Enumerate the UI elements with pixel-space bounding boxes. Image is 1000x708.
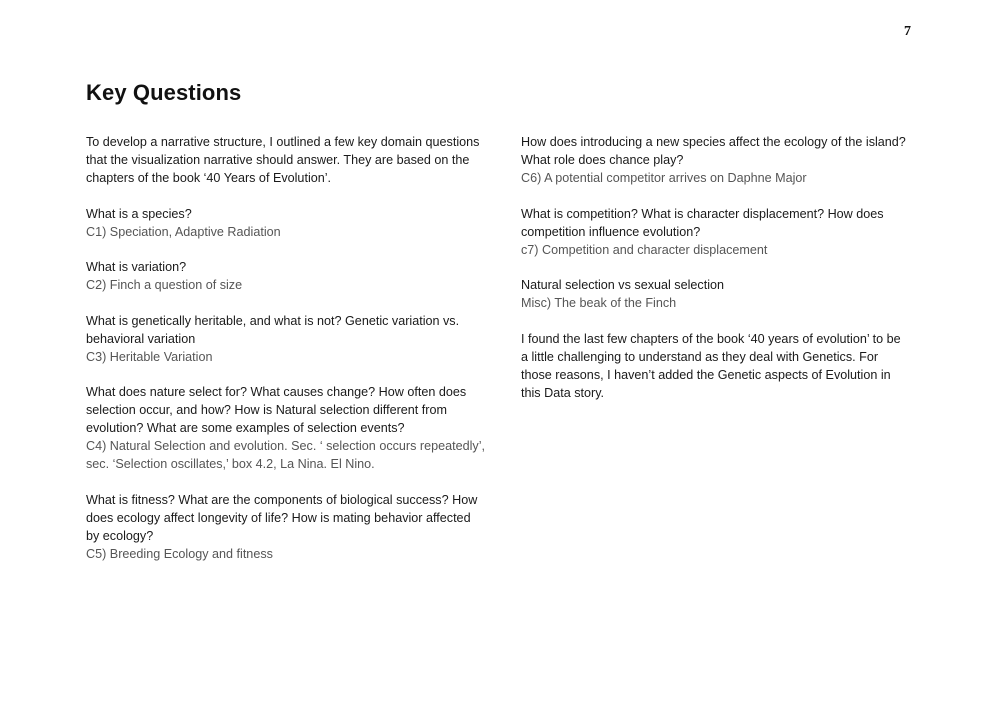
question-block-fitness (86, 491, 486, 563)
question-text: What is competition? What is character displacement? How does competition influence evolution? (521, 206, 884, 239)
right-column (521, 133, 911, 419)
page-title: Key Questions (86, 80, 242, 105)
question-text: What does nature select for? What causes change? How often does selection occur, and how? How is Natural selection different from evolution? What are some examples of selection events? (86, 385, 467, 435)
question-text: What is variation? (86, 260, 187, 274)
intro-paragraph: To develop a narrative structure, I outlined a few key domain questions that the visualization narrative should answer. They are based on the chapters of the book ‘40 Years of Evolution’. (86, 135, 480, 185)
closing-paragraph: I found the last few chapters of the book ‘40 years of evolution’ to be a little challenging to understand as they deal with Genetics. For those reasons, I haven’t added the Genetic aspects of Evolution in this Data story. (521, 331, 901, 400)
chapter-reference: C3) Heritable Variation (86, 349, 213, 364)
question-block-new-species (521, 133, 911, 187)
question-block-competition (521, 205, 911, 259)
question-block-heritability (86, 312, 486, 366)
chapter-reference: C1) Speciation, Adaptive Radiation (86, 224, 281, 239)
question-block-variation (86, 258, 486, 294)
question-block-selection (86, 383, 486, 473)
question-text: How does introducing a new species affect the ecology of the island? What role does chance play? (521, 135, 906, 167)
question-text: What is a species? (86, 206, 192, 221)
question-block-sexual-selection (521, 276, 911, 312)
question-text: What is fitness? What are the components of biological success? How does ecology affect longevity of life? How is mating behavior affected by ecology? (86, 492, 478, 543)
page-number: 7 (904, 24, 911, 39)
chapter-reference: C4) Natural Selection and evolution. Sec. ‘ selection occurs repeatedly’, sec. ‘Selection oscillates,’ box 4.2, La Nina. El Nino. (86, 439, 486, 471)
question-text: What is genetically heritable, and what is not? Genetic variation vs. behavioral variation (86, 313, 460, 346)
question-text: Natural selection vs sexual selection (521, 278, 725, 292)
question-block-species (86, 205, 486, 241)
left-column (86, 133, 486, 580)
chapter-reference: C6) A potential competitor arrives on Daphne Major (521, 171, 807, 185)
chapter-reference: C2) Finch a question of size (86, 278, 243, 292)
chapter-reference: c7) Competition and character displacement (521, 242, 768, 257)
chapter-reference: Misc) The beak of the Finch (521, 296, 677, 310)
chapter-reference: C5) Breeding Ecology and fitness (86, 546, 273, 561)
